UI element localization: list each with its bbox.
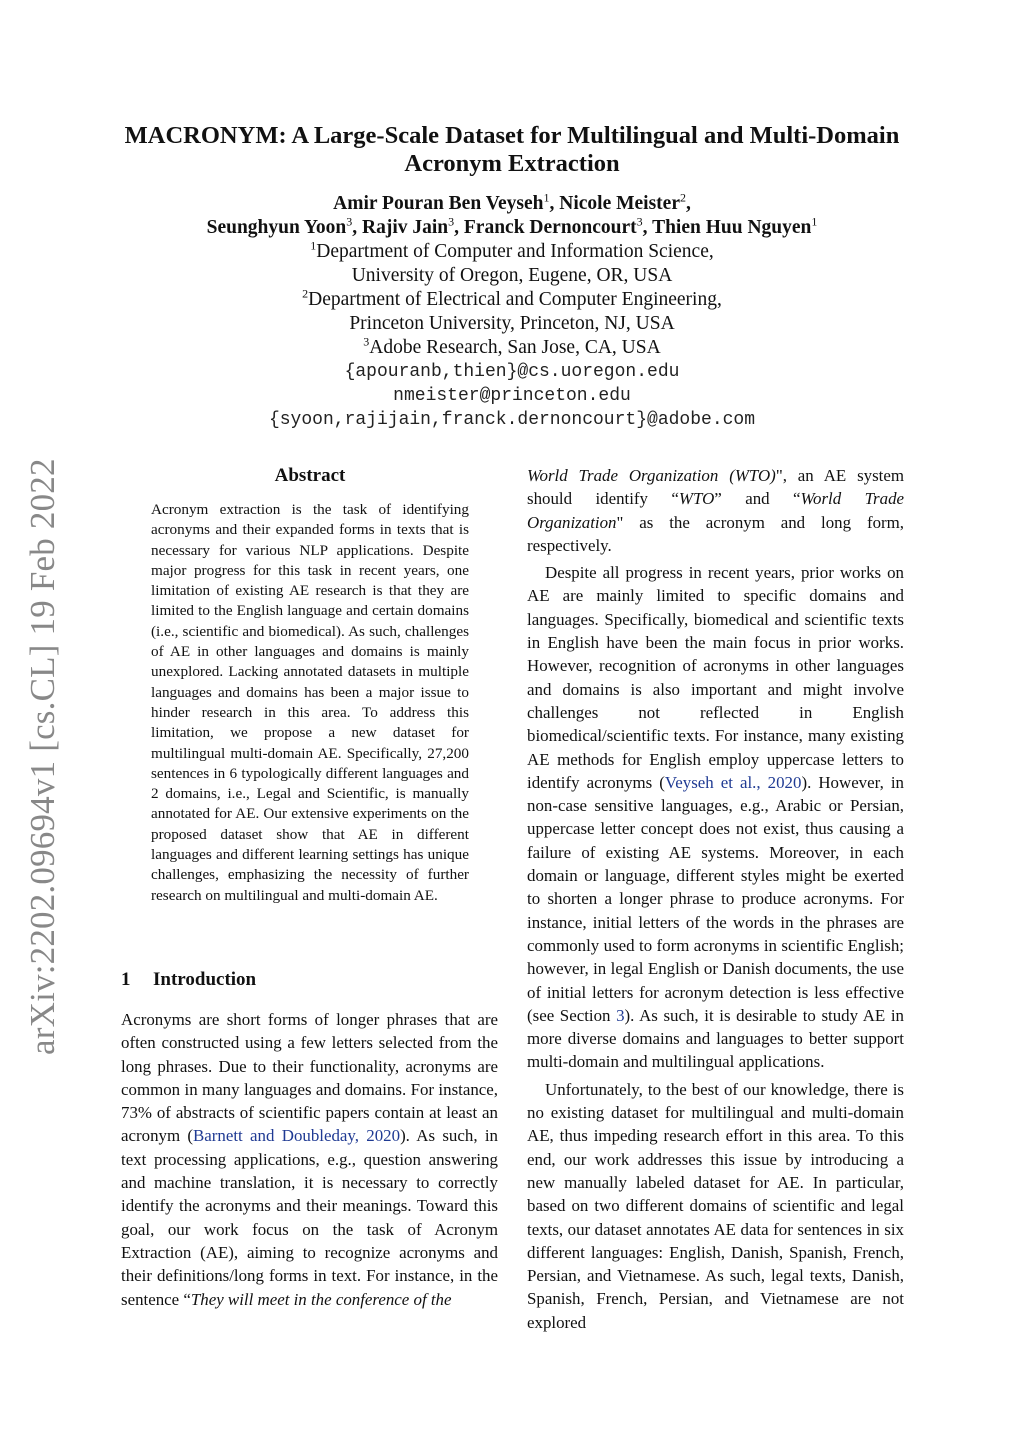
section-number: 1 xyxy=(121,969,131,990)
author-line-1: Amir Pouran Ben Veyseh$^1$, Nicole Meister$^2$, xyxy=(333,190,691,214)
paragraph-text: ” and “ xyxy=(714,489,801,509)
section-heading xyxy=(121,966,498,994)
affiliation-text: Department of Computer and Information Science, xyxy=(316,241,714,262)
abstract-heading: Abstract xyxy=(274,465,346,486)
author-name: Nicole Meister xyxy=(559,193,680,214)
affiliation-text: Adobe Research, San Jose, CA, USA xyxy=(369,337,661,358)
author-affiliation-mark: 1 xyxy=(811,214,818,229)
example-sentence: They will meet in the conference of the xyxy=(190,1289,452,1309)
email-line: nmeister@princeton.edu xyxy=(393,386,631,406)
body-paragraph: Unfortunately, to the best of our knowledge, there is no existing dataset for multilingual and multi-domain AE, thus impeding research effort in this area. To this end, our work addresses this issue by introducing a new manually labeled dataset for AE. In particular, based on two different domains of scientific and legal texts, our dataset annotates AE data for sentences in six different languages: English, Danish, Spanish, French, Persian, and Vietnamese. As such, legal texts, Danish, Spanish, French, Persian, and Vietnamese are not explored xyxy=(527,1079,904,1332)
affiliation-line xyxy=(100,288,924,312)
affiliation-text: Department of Electrical and Computer Engineering, xyxy=(308,289,722,310)
paragraph-text: ). However, in non-case sensitive languages, e.g., Arabic or Persian, uppercase letter concept does not exist, thus causing a failure of existing AE systems. Moreover, in each domain or language, different styles might be exerted to shorten a longer phrase to produce acronyms. For instance, initial letters of the words in the phrases are commonly used to form acronyms in scientific English; however, in legal English or Danish documents, the use of initial letters for acronym detection is less effective (see Section xyxy=(527,772,904,1025)
author-name: Seunghyun Yoon xyxy=(206,217,347,238)
citation-link[interactable]: Barnett and Doubleday, 2020 xyxy=(193,1126,401,1146)
affiliation-line xyxy=(100,336,924,360)
author-name: Thien Huu Nguyen xyxy=(652,217,812,238)
author-affiliation-mark: 3 xyxy=(448,214,455,229)
author-line-2: Seunghyun Yoon$^3$, Rajiv Jain$^3$, Franck Dernoncourt$^3$, Thien Huu Nguyen$^1$ xyxy=(206,214,818,238)
paragraph-text: ", an AE system should identify “ xyxy=(527,466,905,509)
author-affiliation-mark: 1 xyxy=(543,190,550,205)
introduction-section xyxy=(121,966,498,1311)
intro-paragraph xyxy=(121,1008,498,1311)
author-block xyxy=(100,192,924,432)
email-line: {apouranb,thien}@cs.uoregon.edu xyxy=(344,362,680,382)
right-column xyxy=(527,464,904,1334)
paragraph-text: " as the acronym and long form, respectively. xyxy=(527,512,904,555)
section-title: Introduction xyxy=(153,969,257,990)
abstract-section xyxy=(151,462,469,906)
example-sentence-continued: World Trade Organization (WTO) xyxy=(527,466,776,485)
paragraph-text: ). As such, in text processing applications, e.g., question answering and machine translation, it is necessary to correctly identify the acronyms and their meanings. Toward this goal, our work focus on the task of Acronym Extraction (AE), aiming to recognize acronyms and their definitions/long forms in text. For instance, in the sentence “ xyxy=(121,1126,498,1309)
paper-title xyxy=(100,122,924,178)
continued-paragraph xyxy=(527,464,904,557)
author-name: Amir Pouran Ben Veyseh xyxy=(333,193,544,214)
long-form-example: World Trade Organization xyxy=(527,489,905,532)
author-affiliation-mark: 2 xyxy=(679,190,686,205)
section-reference-link[interactable]: 3 xyxy=(616,1005,625,1025)
title-line-1: MACRONYM: A Large-Scale Dataset for Multilingual and Multi-Domain xyxy=(124,122,900,149)
email-line: {syoon,rajijain,franck.dernoncourt}@adobe.com xyxy=(268,410,756,430)
affiliation-mark: 1 xyxy=(310,238,317,253)
body-paragraph xyxy=(527,561,904,1074)
paragraph-text: Acronyms are short forms of longer phrases that are often constructed using a few letters selected from the long phrases. Due to their functionality, acronyms are common in many languages and domains. For instance, 73% of abstracts of scientific papers contain at least an acronym ( xyxy=(121,1010,498,1146)
author-name: Rajiv Jain xyxy=(362,217,449,238)
citation-link[interactable]: Veyseh et al., 2020 xyxy=(664,772,802,792)
affiliation-line: University of Oregon, Eugene, OR, USA xyxy=(351,265,673,286)
title-line-2: Acronym Extraction xyxy=(404,150,620,177)
author-name: Franck Dernoncourt xyxy=(463,217,637,238)
arxiv-identifier-stamp: arXiv:2202.09694v1 [cs.CL] 19 Feb 2022 xyxy=(23,458,62,1055)
author-affiliation-mark: 3 xyxy=(346,214,353,229)
affiliation-mark: 3 xyxy=(363,334,370,349)
abstract-body: Acronym extraction is the task of identifying acronyms and their expanded forms in texts that is necessary for various NLP applications. Despite major progress for this task in recent years, one limitation of existing AE research is that they are limited to the English language and certain domains (i.e., scientific and biomedical). As such, challenges of AE in other languages and domains is mainly unexplored. Lacking annotated datasets in multiple languages and domains has been a major issue to hinder research in this area. To address this limitation, we propose a new dataset for multilingual multi-domain AE. Specifically, 27,200 sentences in 6 typologically different languages and 2 domains, i.e., Legal and Scientific, is manually annotated for AE. Our extensive experiments on the proposed dataset show that AE in different languages and different learning settings has unique challenges, emphasizing the necessity of further research on multilingual and multi-domain AE. xyxy=(151,501,469,904)
paragraph-text: Despite all progress in recent years, prior works on AE are mainly limited to specific domains and languages. Specifically, biomedical and scientific texts in English have been the main focus in prior works. However, recognition of acronyms in other languages and domains is also important and might involve challenges not reflected in English biomedical/scientific texts. For instance, many existing AE methods for English employ uppercase letters to identify acronyms ( xyxy=(527,563,904,792)
affiliation-line: Princeton University, Princeton, NJ, USA xyxy=(349,313,675,334)
affiliation-mark: 2 xyxy=(302,286,309,301)
affiliation-line xyxy=(100,240,924,264)
author-affiliation-mark: 3 xyxy=(636,214,643,229)
acronym-example: WTO xyxy=(678,489,715,509)
paragraph-text: ). As such, it is desirable to study AE in more diverse domains and languages to better support multi-domain and multilingual applications. xyxy=(527,1005,904,1072)
